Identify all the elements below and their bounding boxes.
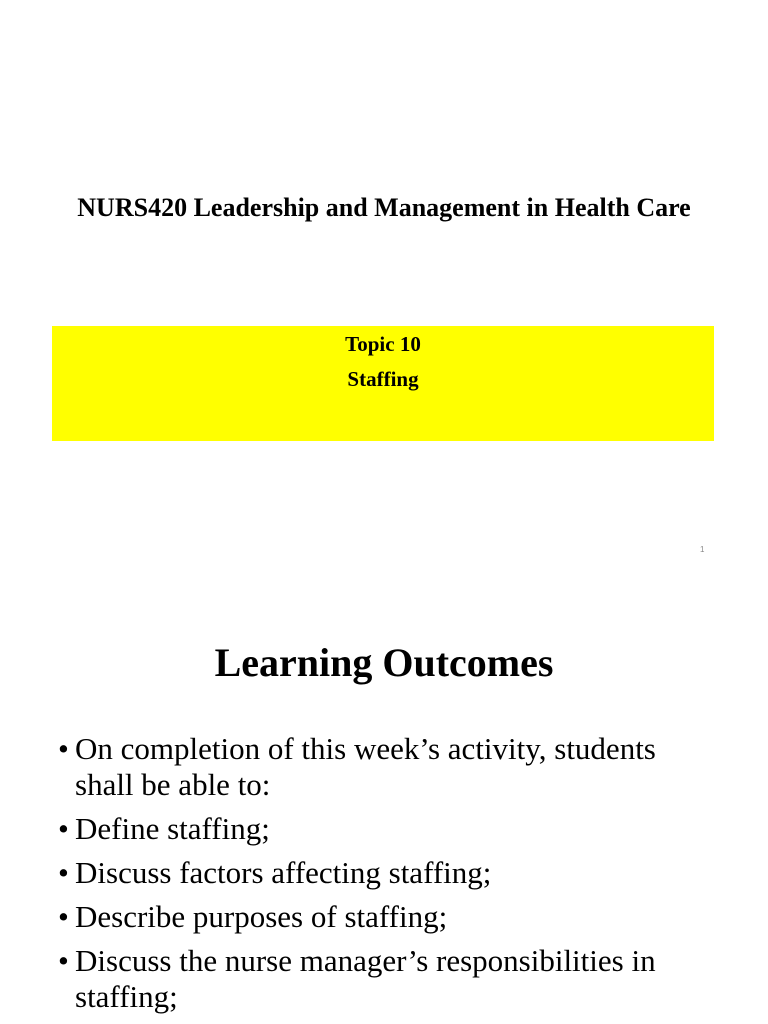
list-item (58, 855, 718, 891)
list-item (58, 943, 718, 1015)
topic-number: Topic 10 (345, 332, 421, 356)
list-item-text: Discuss factors affecting staffing; (75, 855, 492, 890)
list-item (58, 899, 718, 935)
list-item (58, 811, 718, 847)
list-item-text: Describe purposes of staffing; (75, 899, 448, 934)
bullet-point-icon: • (58, 855, 69, 890)
list-item-text: Discuss the nurse manager’s responsibilities in staffing; (75, 943, 656, 1014)
list-item (58, 731, 718, 803)
bullet-point-icon: • (58, 899, 69, 934)
topic-highlight-box (52, 326, 714, 441)
list-item-text: Define staffing; (75, 811, 270, 846)
outcomes-list (58, 731, 718, 1023)
outcomes-heading: Learning Outcomes (214, 640, 554, 685)
topic-name: Staffing (347, 367, 419, 391)
bullet-point-icon: • (58, 811, 69, 846)
slide-number: 1 (700, 545, 705, 554)
course-title: NURS420 Leadership and Management in Health Care (77, 193, 691, 222)
learning-outcomes-slide (0, 576, 768, 1024)
bullet-point-icon: • (58, 731, 69, 766)
list-item-text: On completion of this week’s activity, students shall be able to: (75, 731, 656, 802)
bullet-point-icon: • (58, 943, 69, 978)
